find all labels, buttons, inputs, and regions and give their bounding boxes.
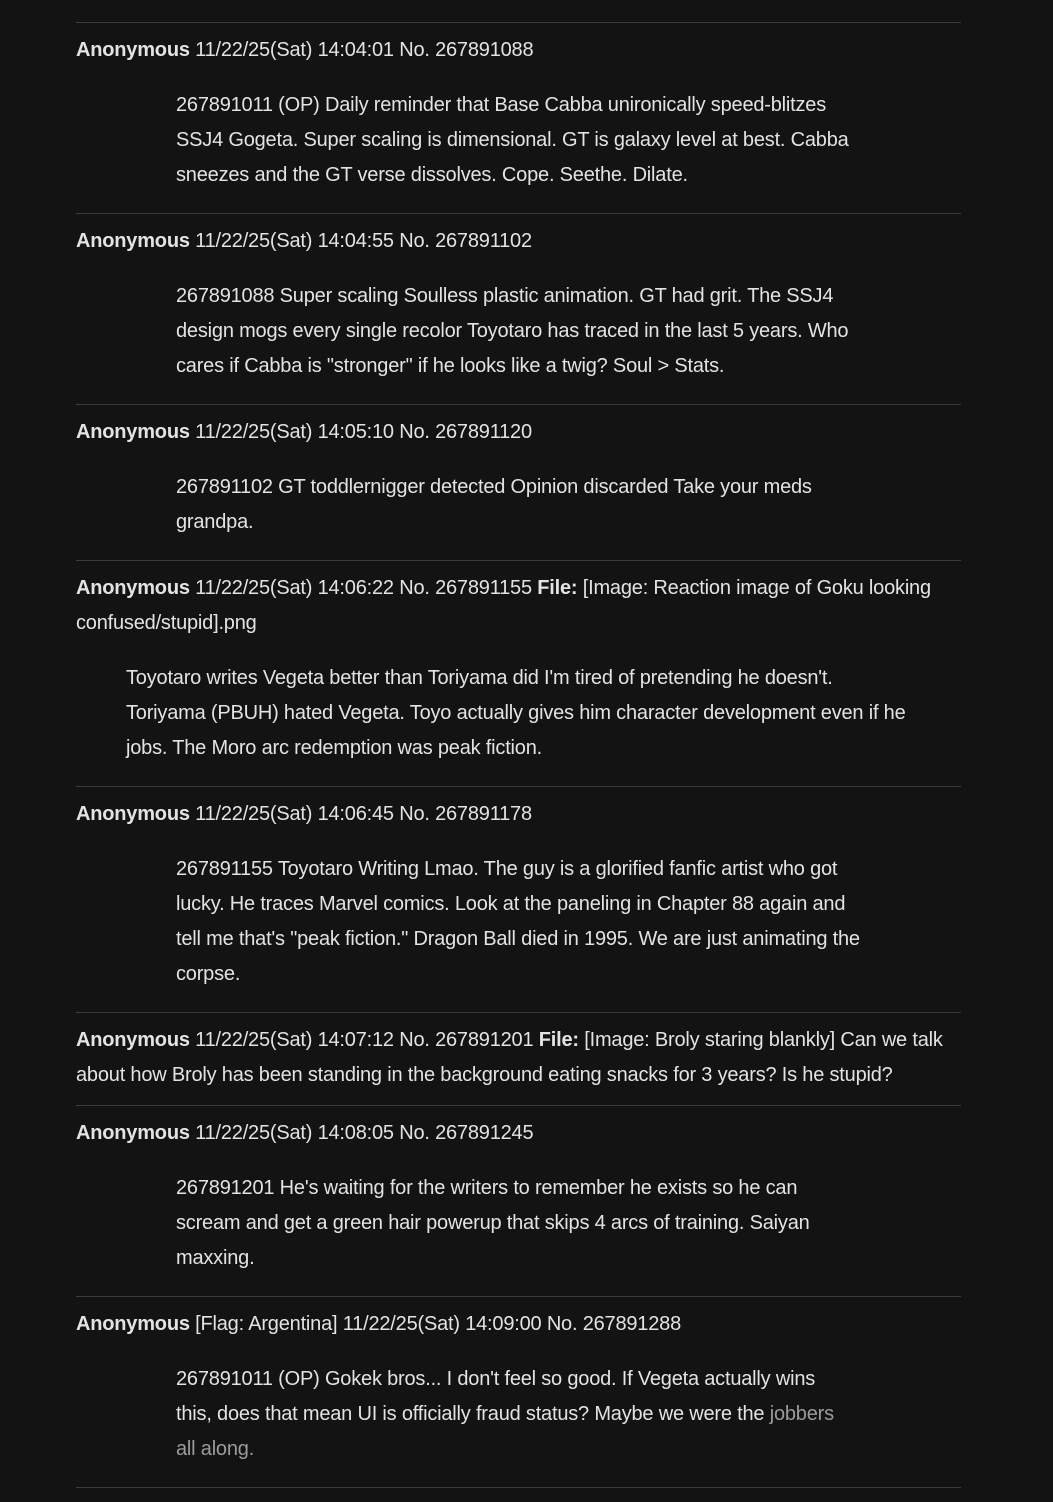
file-link[interactable]: [Image: Broly staring blankly] Can we talk about how Broly has been standing in the background eating snacks for 3 years? Is he stupid?: [76, 1029, 943, 1086]
post-header: [76, 1013, 961, 1105]
post-267891245: [76, 1105, 961, 1296]
post-header: [76, 1106, 961, 1151]
post-message: 267891088 Super scaling Soulless plastic animation. GT had grit. The SSJ4 design mogs every single recolor Toyotaro has traced in the last 5 years. Who cares if Cabba is "stronger" if he looks like a twig? Soul > Stats.: [176, 285, 849, 377]
post-number-link[interactable]: No. 267891120: [399, 421, 532, 443]
post-number-link[interactable]: No. 267891088: [399, 39, 534, 61]
post-datetime: 11/22/25(Sat) 14:04:01: [195, 39, 394, 61]
post-267891288: [76, 1296, 961, 1487]
post-267891201: [76, 1012, 961, 1105]
poster-name: Anonymous: [76, 577, 190, 599]
post-datetime: 11/22/25(Sat) 14:06:45: [195, 803, 394, 825]
post-datetime: 11/22/25(Sat) 14:06:22: [195, 577, 394, 599]
post-message: 267891011 (OP) Daily reminder that Base Cabba unironically speed-blitzes SSJ4 Gogeta. Super scaling is dimensional. GT is galaxy level at best. Cabba sneezes and the GT verse dissolves. Cope. Seethe. Dilate.: [176, 94, 849, 186]
post-number-link[interactable]: No. 267891245: [399, 1122, 534, 1144]
post-header: [76, 23, 961, 68]
poster-name: Anonymous: [76, 1122, 190, 1144]
post-datetime: 11/22/25(Sat) 14:04:55: [195, 230, 394, 252]
post-header: [76, 1297, 961, 1342]
post-datetime: 11/22/25(Sat) 14:05:10: [195, 421, 394, 443]
post-267891102: [76, 213, 961, 404]
post-number-link[interactable]: No. 267891201: [399, 1029, 534, 1051]
post-body: [76, 259, 961, 404]
file-link[interactable]: [Image: Reaction image of Goku looking confused/stupid].png: [76, 577, 931, 634]
poster-flag: [Flag: Argentina]: [195, 1313, 338, 1335]
file-label: File:: [537, 577, 578, 599]
post-body: [76, 68, 961, 213]
post-body: [76, 1151, 961, 1296]
thread: [76, 22, 961, 1489]
post-body: [76, 450, 961, 560]
post-267891088: [76, 22, 961, 213]
post-header: [76, 787, 961, 832]
post-number-link[interactable]: No. 267891178: [399, 803, 532, 825]
poster-name: Anonymous: [76, 1029, 190, 1051]
file-label: File:: [538, 1029, 579, 1051]
post-267891178: [76, 786, 961, 1012]
post-body: [76, 832, 961, 1012]
post-message: 267891102 GT toddlernigger detected Opinion discarded Take your meds grandpa.: [176, 476, 812, 533]
post-number-link[interactable]: No. 267891288: [546, 1313, 681, 1335]
post-datetime: 11/22/25(Sat) 14:08:05: [195, 1122, 394, 1144]
post-267891120: [76, 404, 961, 560]
post-message-text: 267891011 (OP) Gokek bros... I don't feel so good. If Vegeta actually wins this, does that mean UI is officially fraud status? Maybe we were the: [176, 1368, 816, 1425]
post-message: 267891155 Toyotaro Writing Lmao. The guy is a glorified fanfic artist who got lucky. He traces Marvel comics. Look at the paneling in Chapter 88 again and tell me that's "peak fiction." Dragon Ball died in 1995. We are just animating the corpse.: [176, 858, 860, 985]
poster-name: Anonymous: [76, 230, 190, 252]
post-number-link[interactable]: No. 267891102: [399, 230, 532, 252]
post-message: Toyotaro writes Vegeta better than Toriyama did I'm tired of pretending he doesn't. Toriyama (PBUH) hated Vegeta. Toyo actually gives him character development even if he jobs. The Moro arc redemption was peak fiction.: [126, 667, 906, 759]
post-header: [76, 214, 961, 259]
post-header: [76, 405, 961, 450]
post-message: [176, 1362, 856, 1467]
poster-name: Anonymous: [76, 421, 190, 443]
post-message-faded-text: jobbers all along.: [176, 1403, 834, 1460]
divider: [76, 1487, 961, 1489]
post-body: [76, 641, 961, 786]
post-267891155: [76, 560, 961, 786]
poster-name: Anonymous: [76, 39, 190, 61]
post-message: 267891201 He's waiting for the writers to remember he exists so he can scream and get a green hair powerup that skips 4 arcs of training. Saiyan maxxing.: [176, 1177, 810, 1269]
poster-name: Anonymous: [76, 803, 190, 825]
post-datetime: 11/22/25(Sat) 14:09:00: [342, 1313, 542, 1335]
poster-name: Anonymous: [76, 1313, 190, 1335]
post-datetime: 11/22/25(Sat) 14:07:12: [195, 1029, 394, 1051]
post-number-link[interactable]: No. 267891155: [399, 577, 532, 599]
post-header: [76, 561, 961, 641]
post-body: [76, 1342, 961, 1487]
